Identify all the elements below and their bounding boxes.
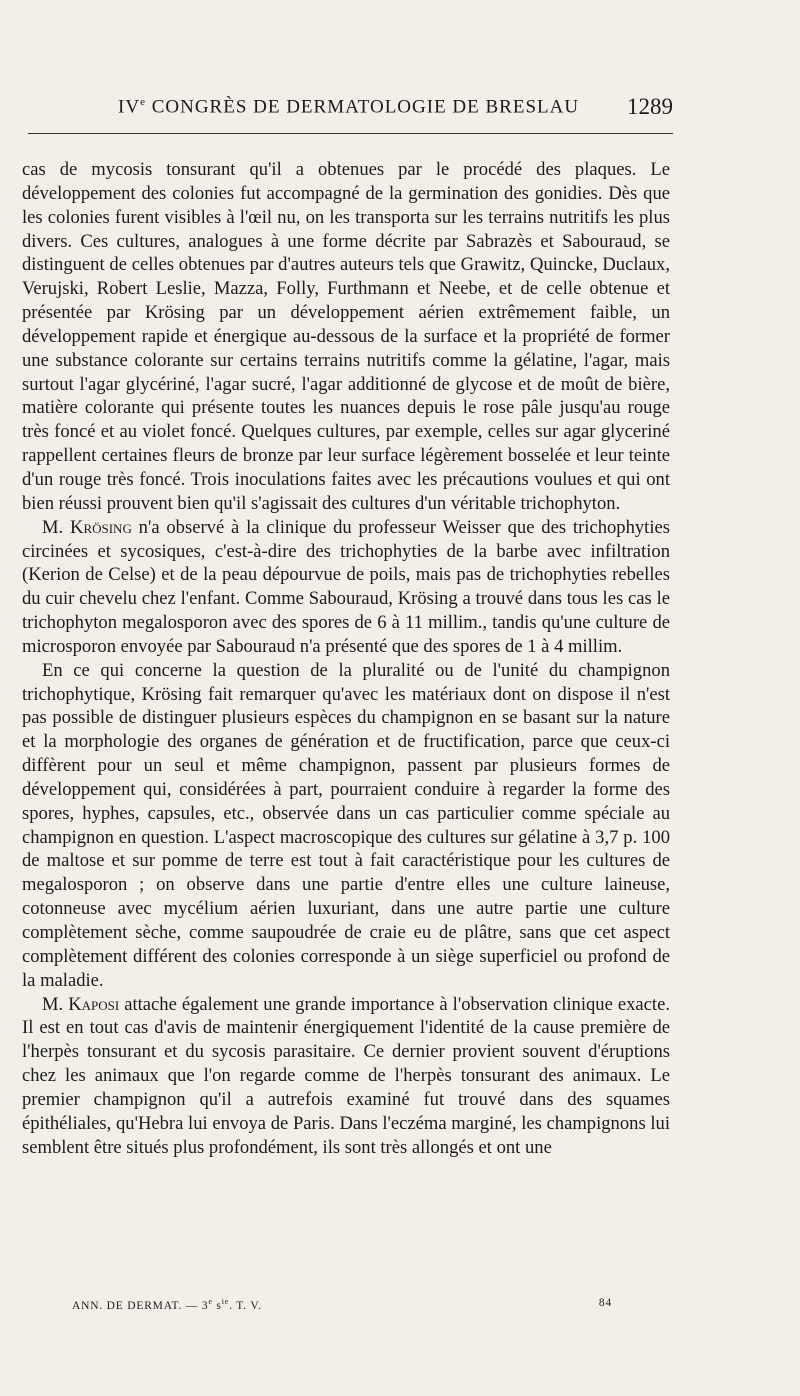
text-run: cas de mycosis tonsurant qu'il a obtenues par le procédé des plaques. Le développement des colonies fut accompagné de la germination des gonidies. Dès que les colonies furent visibles à l'œil nu, on les transporta sur les terrains nutritifs les plus divers. Ces cultures, analogues à une forme décrite par Sabrazès et Sabouraud, se distinguent de celles obtenues par d'autres auteurs tels que Grawitz, Quincke, Duclaux, Verujski, Robert Leslie, Mazza, Folly, Furthmann et Neebe, et de celle obtenue et présentée par Krösing par un développement aérien extrêmement faible, un développement rapide et énergique au-dessous de la surface et la propriété de former une substance colorante sur certains terrains nutritifs comme la gélatine, l'agar, mais surtout l'agar glycériné, l'agar sucré, l'agar additionné de glycose et de moût de bière, matière colorante qui présente toutes les nuances depuis le rose pâle jusqu'au rouge très foncé et au violet foncé. Quelques cultures, par exemple, celles sur agar glyceriné rappellent certaines fleurs de bronze par leur surface légèrement bosselée et leur teinte d'un rouge très foncé. Trois inoculations faites avec les précautions voulues et qui ont bien réussi prouvent bien qu'il s'agissait des cultures d'un véritable trichophyton. <box>22 159 670 514</box>
author-name: Krösing <box>70 516 132 538</box>
author-name: Kaposi <box>68 993 120 1015</box>
footer-journal: ANN. DE DERMAT. — 3 <box>72 1299 209 1312</box>
text-run: M. <box>42 993 69 1015</box>
text-run: M. <box>42 516 71 538</box>
footer-signature: 84 <box>598 1297 612 1309</box>
footer-series: s <box>212 1299 222 1312</box>
page-number: 1289 <box>627 94 673 119</box>
text-run: attache également une grande importance à l'observation clinique exacte. Il est en tout cas d'avis de maintenir énergiquement l'identité de la cause première de l'herpès tonsurant et du sycosis parasitaire. Ce dernier provient souvent d'éruptions chez les animaux que l'on regarde comme de l'herpès tonsurant des animaux. Le premier champignon qu'il a autrefois examiné fut trouvé dans des squames épithéliales, qu'Hebra lui envoya de Paris. Dans l'eczéma marginé, les champignons lui semblent être situés plus profondément, ils sont très allongés et ont une <box>22 993 670 1158</box>
footer-series-sup2: ie <box>221 1297 230 1306</box>
footer-journal-reference <box>72 1297 262 1312</box>
paragraph <box>22 158 670 516</box>
body-text <box>22 158 670 1159</box>
text-run: n'a observé à la clinique du professeur Weisser que des trichophyties circinées et sycosiques, c'est-à-dire des trichophyties de la barbe avec infiltration (Kerion de Celse) et de la peau dépourvue de poils, mais pas de trichophyties rebelles du cuir chevelu chez l'enfant. Comme Sabouraud, Krösing a trouvé dans tous les cas le trichophyton megalosporon avec des spores de 6 à 11 millim., tandis qu'une culture de microsporon envoyée par Sabouraud n'a présenté que des spores de 1 à 4 millim. <box>22 516 670 657</box>
footer-volume: . T. V. <box>229 1299 262 1312</box>
footer-series-sup: e <box>208 1297 213 1306</box>
text-run: En ce qui concerne la question de la pluralité ou de l'unité du champignon trichophytique, Krösing fait remarquer qu'avec les matériaux dont on dispose il n'est pas possible de distinguer plusieurs espèces du champignon en se basant sur la nature et la morphologie des organes de génération et de fructification, parce que ceux-ci diffèrent pour un seul et même champignon, passent par plusieurs formes de développement qui, considérées à part, pourraient conduire à regarder la forme des spores, hyphes, capsules, etc., observée dans un cas particulier comme spéciale au champignon en question. L'aspect macroscopique des cultures sur gélatine à 3,7 p. 100 de maltose et sur pomme de terre est tout à fait caractéristique pour les cultures de megalosporon ; on observe dans une partie d'entre elles une culture laineuse, cotonneuse avec mycélium aérien luxuriant, dans une autre partie une culture complètement sèche, comme saupoudrée de craie eu de plâtre, sans que cet aspect complètement différent des colonies corresponde à un siège superficiel ou profond de la maladie. <box>22 659 670 991</box>
title-prefix: IV <box>118 96 141 118</box>
paragraph <box>22 993 670 1160</box>
running-head-title <box>118 96 579 118</box>
title-superscript: e <box>140 96 146 108</box>
header-rule <box>28 133 673 134</box>
paragraph <box>22 516 670 659</box>
title-main: CONGRÈS DE DERMATOLOGIE DE BRESLAU <box>145 96 580 118</box>
paragraph <box>22 659 670 993</box>
